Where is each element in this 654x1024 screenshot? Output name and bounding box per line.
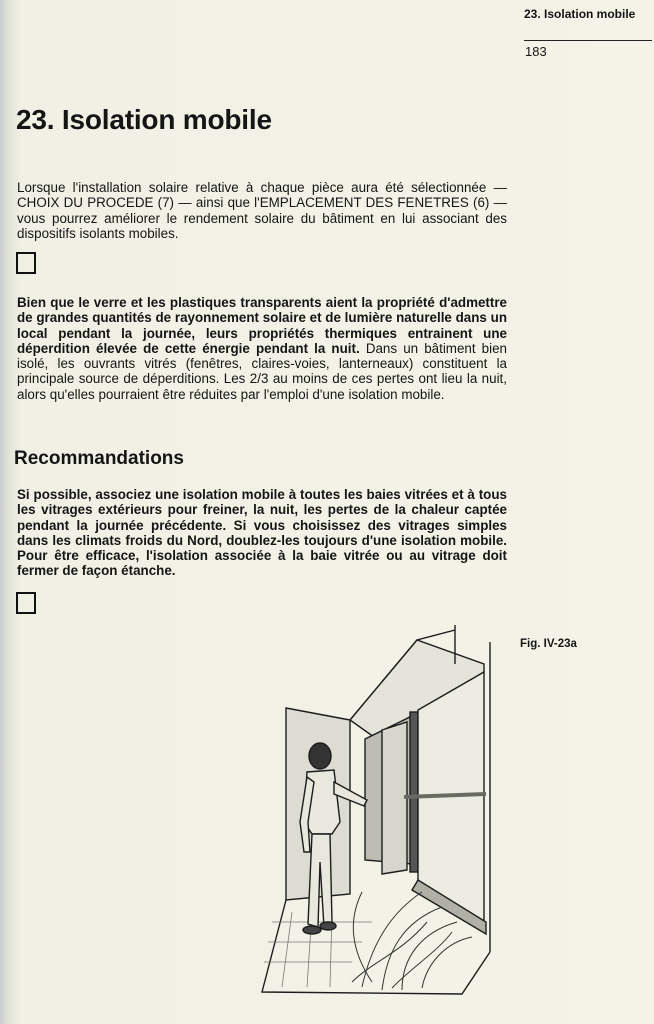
recommendations-heading: Recommandations: [14, 448, 184, 469]
figure-label: Fig. IV-23a: [520, 638, 577, 650]
running-head-title: 23. Isolation mobile: [524, 7, 636, 21]
intro-paragraph: Lorsque l'installation solaire relative à chaque pièce aura été sélectionnée — CHOIX DU PROCEDE (7) — ainsi que l'EMPLACEMENT DES FENETRES (6) — vous pourrez améliorer le rendement solaire du bâtiment en lui associant des dispositifs isolants mobiles.: [17, 180, 507, 241]
square-marker-icon: [16, 592, 36, 614]
problem-paragraph: [17, 295, 507, 402]
recommendations-paragraph: [17, 487, 507, 579]
square-marker-icon: [16, 252, 36, 274]
header-rule: [524, 40, 652, 41]
chapter-title: 23. Isolation mobile: [16, 104, 272, 135]
problem-bold-text: Bien que le verre et les plastiques transparents aient la propriété d'admettre de grandes quantités de rayonnement solaire et de lumière naturelle dans un local pendant la journée, leurs propriétés thermiques entrainent une déperdition élevée de cette énergie pendant la nuit.: [17, 295, 507, 356]
page-number: 183: [525, 44, 547, 59]
figure-illustration: [252, 622, 500, 1000]
problem-text: Dans un bâtiment bien isolé, les ouvrants vitrés (fenêtres, claires-voies, lanterneaux) constituent la principale source de déperditions. Les 2/3 au moins de ces pertes ont lieu la nuit, alors qu'elles pourraient être réduites par l'emploi d'une isolation mobile.: [17, 340, 508, 402]
shutter-panel: [382, 722, 407, 874]
window-frame: [410, 712, 418, 872]
recommendations-text: Si possible, associez une isolation mobile à toutes les baies vitrées et à tous les vitrages extérieurs pour freiner, la nuit, les pertes de la chaleur captée pendant la journée précédente. Si vous choisissez des vitrages simples dans les climats froids du Nord, doublez-les toujours d'une isolation mobile. Pour être efficace, l'isolation associée à la baie vitrée ou au vitrage doit fermer de façon étanche.: [17, 487, 507, 579]
